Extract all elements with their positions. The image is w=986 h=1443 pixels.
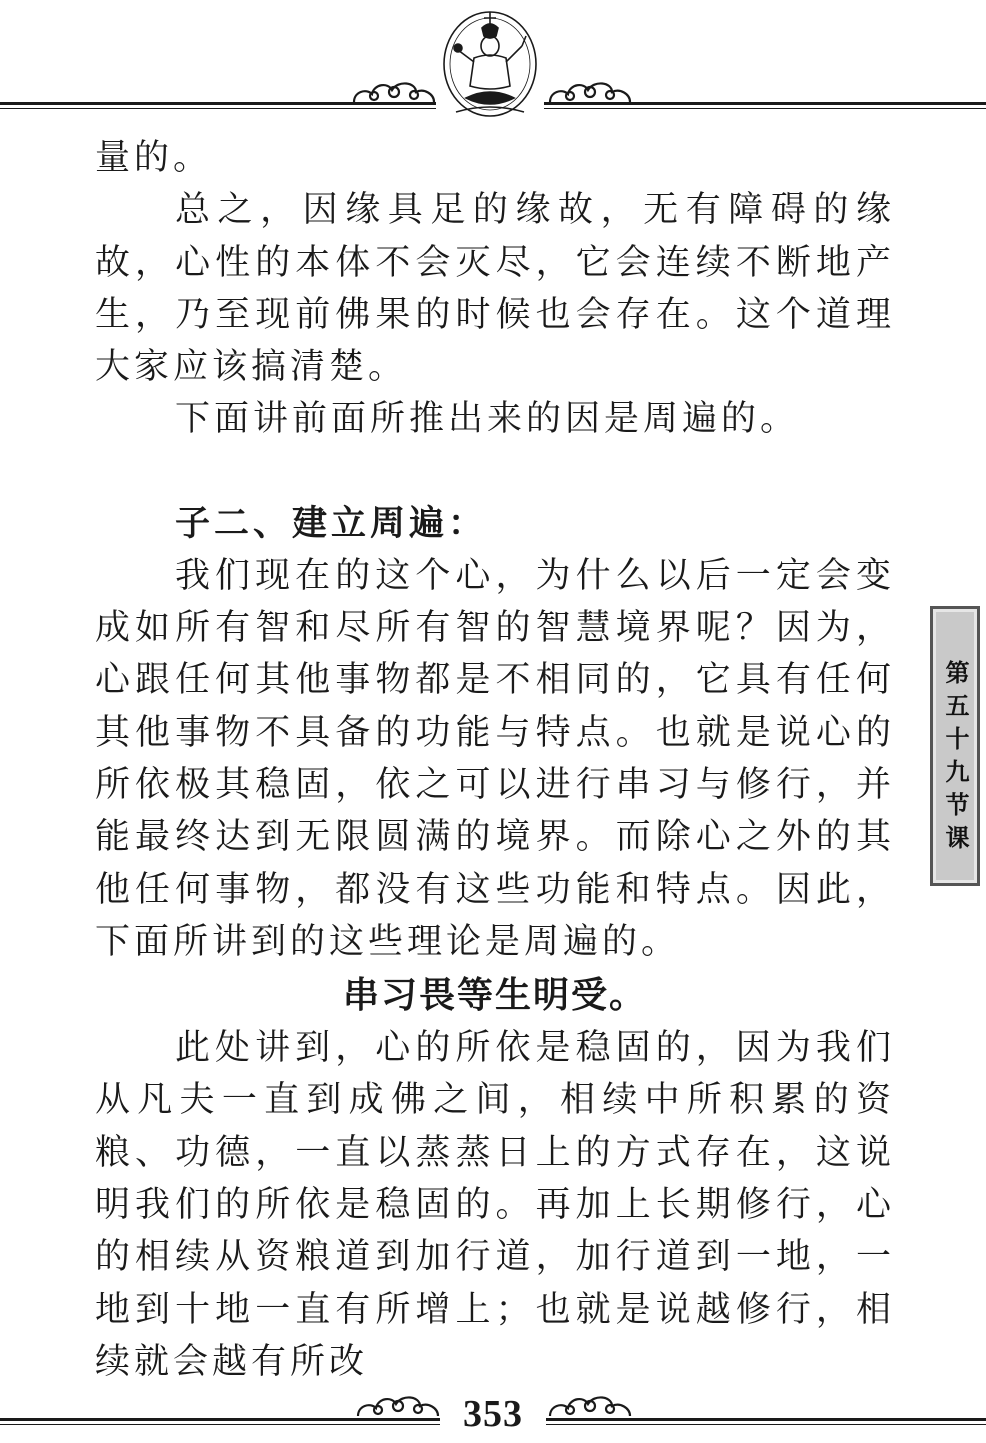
page-header xyxy=(0,0,986,125)
cloud-ornament-icon xyxy=(352,78,436,104)
cloud-ornament-icon xyxy=(548,78,632,104)
paragraph-3: 下面讲前面所推出来的因是周遍的。 xyxy=(175,399,800,440)
chapter-side-tab-label: 第五十九节课 xyxy=(941,660,970,858)
header-rule-right-thin xyxy=(544,108,986,109)
header-rule-left-thin xyxy=(0,108,436,109)
section-gap xyxy=(95,446,895,498)
chapter-side-tab xyxy=(930,606,980,886)
paragraph-2: 总之，因缘具足的缘故，无有障碍的缘故，心性的本体不会灭尽，它会连续不断地产生，乃至现前佛果的时候也会存在。这个道理大家应该搞清楚。 xyxy=(95,190,895,388)
paragraph-4: 我们现在的这个心，为什么以后一定会变成如所有智和尽所有智的智慧境界呢？因为，心跟任何其他事物都是不相同的，它具有任何其他事物不具备的功能与特点。也就是说心的所依极其稳固，依之可以进行串习与修行，并能最终达到无限圆满的境界。而除心之外的其他任何事物，都没有这些功能和特点。因此，下面所讲到的这些理论是周遍的。 xyxy=(95,555,895,962)
section-heading: 子二、建立周遍： xyxy=(175,502,488,544)
deity-figure-icon xyxy=(436,6,544,120)
body-text xyxy=(95,132,895,1388)
page-number: 353 xyxy=(463,1393,523,1435)
verse-line: 串习畏等生明受。 xyxy=(342,974,647,1017)
paragraph-1: 量的。 xyxy=(95,138,213,178)
paragraph-5: 此处讲到，心的所依是稳固的，因为我们从凡夫一直到成佛之间，相续中所积累的资粮、功德，一直以蒸蒸日上的方式存在，这说明我们的所依是稳固的。再加上长期修行，心的相续从资粮道到加行道，加行道到一地，一地到十地一直有所增上；也就是说越修行，相续就会越有所改 xyxy=(95,1028,895,1382)
